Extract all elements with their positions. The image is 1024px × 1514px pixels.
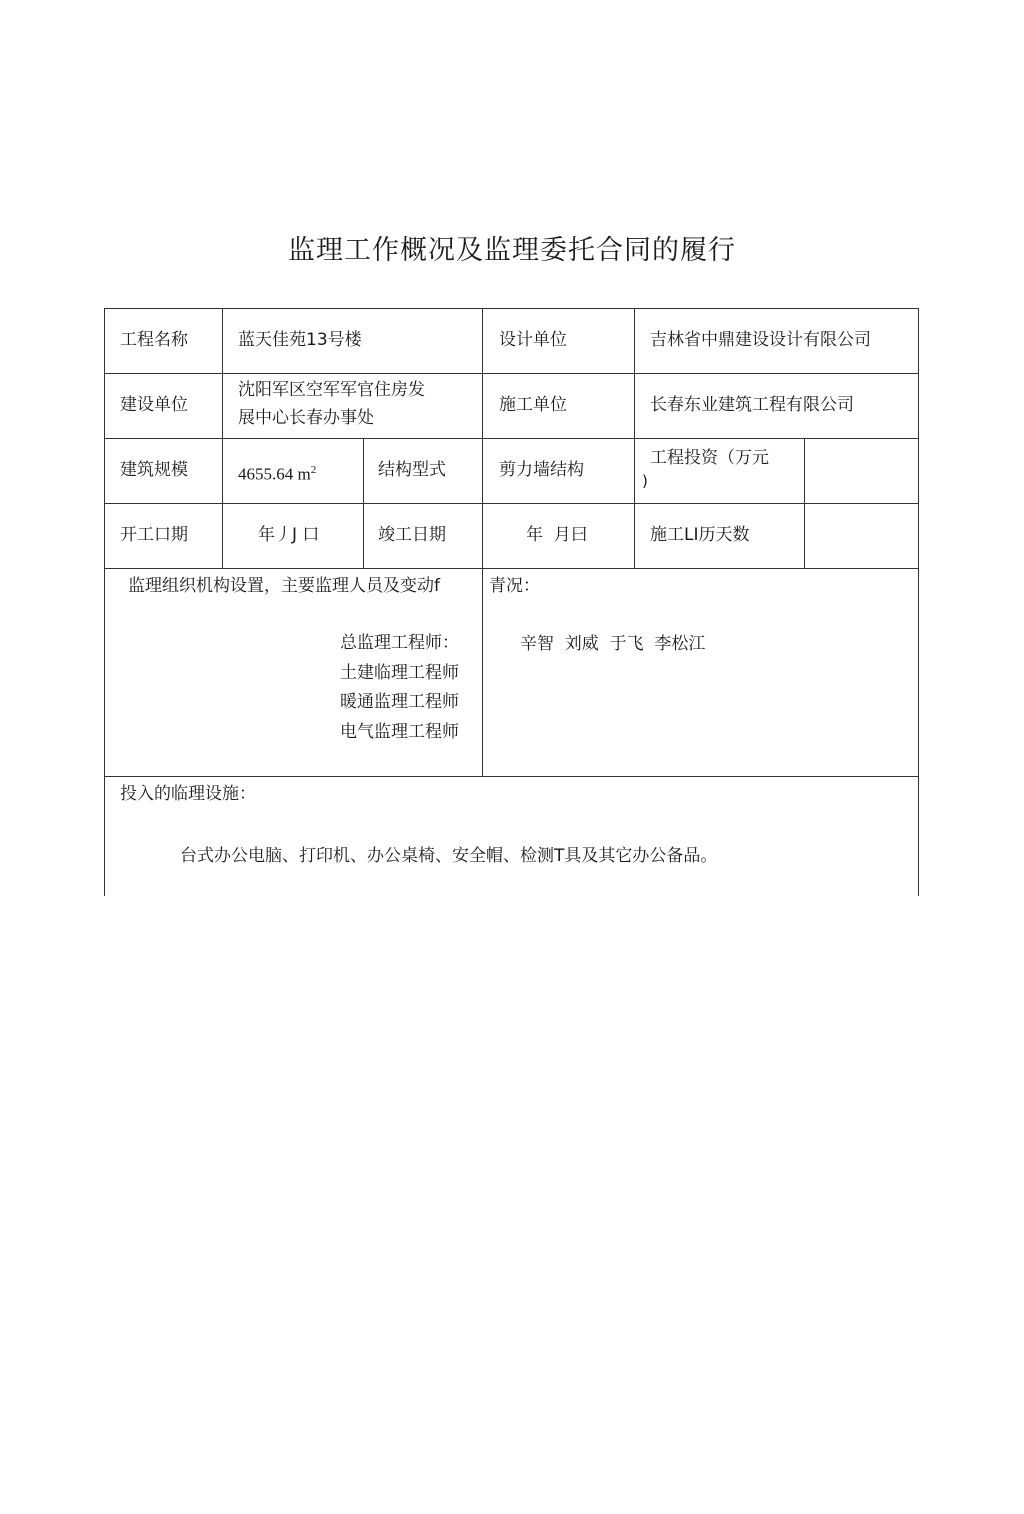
chief-engineer-label: 总监理工程师： (340, 633, 459, 653)
start-date-value: 年丿J 口 (258, 525, 320, 545)
design-unit-value: 吉林省中鼎建设设计有限公司 (650, 330, 871, 350)
hvac-engineer-label: 暖通监理工程师 (340, 692, 459, 712)
owner-unit-value-line2: 展中心长春办事处 (238, 408, 374, 428)
report-table (104, 308, 919, 896)
staff-heading-right: 青况： (489, 576, 540, 596)
calendar-days-label: 施工LI历天数 (650, 525, 750, 545)
building-area-value: 4655.64 $m^2$ (238, 464, 317, 484)
col-divider (222, 308, 223, 568)
staff-heading-left: 监理组织机构设置，主要监理人员及变动f (128, 576, 440, 596)
contractor-label: 施工单位 (499, 395, 567, 415)
row-divider (104, 438, 919, 439)
completion-date-value: 年 月曰 (526, 525, 588, 545)
row-divider (104, 568, 919, 569)
facilities-content: 台式办公电脑、打印机、办公桌椅、安全帽、检测T具及其它办公备品。 (180, 846, 718, 866)
investment-label-line1: 工程投资（万元 (650, 448, 769, 468)
row-divider (104, 373, 919, 374)
building-area-number: 4655.64 m (238, 464, 311, 484)
col-divider (482, 308, 483, 776)
col-divider (634, 308, 635, 568)
table-border-left (104, 308, 105, 896)
electric-engineer-label: 电气监理工程师 (340, 722, 459, 742)
design-unit-label: 设计单位 (499, 330, 567, 350)
col-divider (804, 438, 805, 568)
facilities-heading: 投入的临理设施： (120, 784, 256, 804)
project-name-value: 蓝天佳苑13号楼 (238, 330, 362, 350)
completion-date-label: 竣工日期 (378, 525, 446, 545)
project-name-label: 工程名称 (120, 330, 188, 350)
table-border-right (918, 308, 919, 896)
owner-unit-value-line1: 沈阳军区空军军官住房发 (238, 380, 425, 400)
civil-engineer-label: 土建临理工程师 (340, 663, 459, 683)
structure-type-value: 剪力墙结构 (499, 460, 584, 480)
contractor-value: 长春东业建筑工程有限公司 (650, 395, 854, 415)
investment-label-line2: ) (642, 472, 648, 490)
table-border-top (104, 308, 919, 309)
start-date-label: 开工口期 (120, 525, 188, 545)
row-divider (104, 776, 919, 777)
staff-names: 辛智 刘威 于飞 李松江 (520, 634, 706, 654)
page-title: 监理工作概况及监理委托合同的履行 (288, 235, 736, 266)
owner-unit-label: 建设单位 (120, 395, 188, 415)
structure-type-label: 结构型式 (378, 460, 446, 480)
col-divider (363, 438, 364, 568)
building-scale-label: 建筑规模 (120, 460, 188, 480)
row-divider (104, 503, 919, 504)
